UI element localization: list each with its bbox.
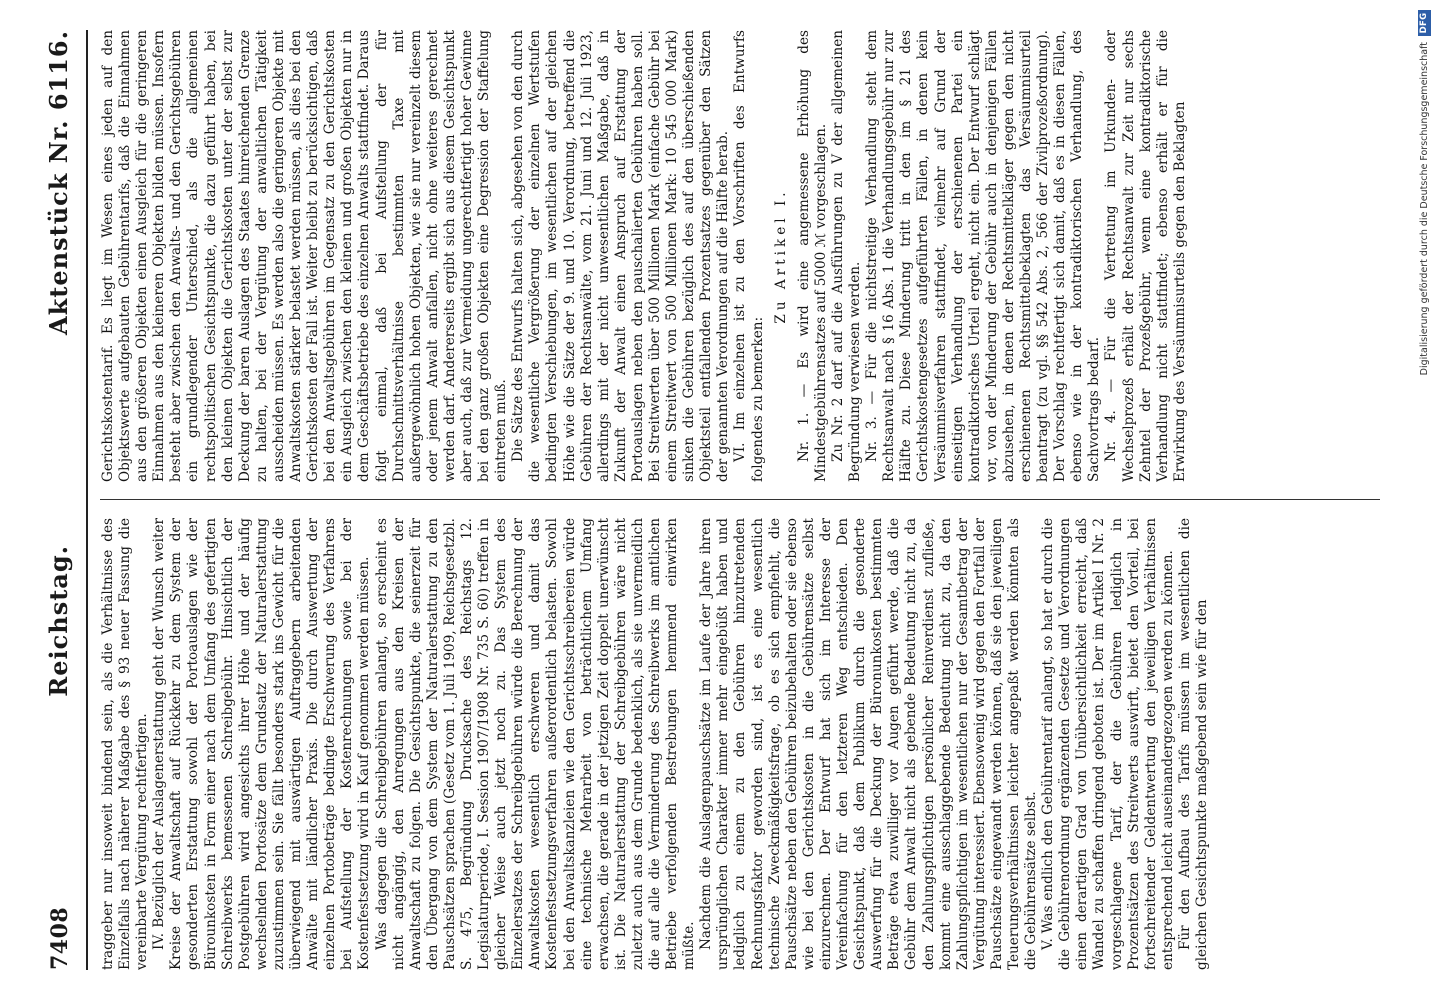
header-rule [86,30,88,970]
paragraph: Nr. 1. — Es wird eine angemessene Erhöhung des Mindestgebührensatzes auf 5000 ℳ vorgeschlagen. [795,30,829,482]
document-number: Aktenstück Nr. 6116. [44,30,73,335]
paragraph: traggeber nur insoweit bindend sein, als die Verhältnisse des Einzelfalls nach näherer Maßgabe des § 93 neuer Fassung die vereinbarte Vergütung rechtfertigen. [100,518,151,970]
credit-text: Digitalisierung gefördert durch die Deutsche Forschungsgemeinschaft [1418,42,1430,376]
paragraph: Nr. 4. — Für die Vertretung im Urkunden- oder Wechselprozeß erhält der Rechtsanwalt zur Zeit nur sechs Zehntel der Prozeßgebühr, wenn eine kontradiktorische Verhandlung nicht stattfindet; ebenso erhält er für die Erwirkung des Versäumnisurteils gegen den Beklagten [1103,30,1188,482]
paragraph: V. Was endlich den Gebührentarif anlangt, so hat er durch die die Gebührenordnung ergänzenden Gesetze und Verordnungen einen derartigen Grad von Unübersichtlichkeit erreicht, daß Wandel zu schaffen dringend geboten ist. Der im Artikel I Nr. 2 vorgeschlagene Tarif, der die Gebühren lediglich in Prozentsätzen des Streitwerts auswirft, bietet den Vorteil, bei fortschreitender Geldentwertung den jeweiligen Verhältnissen entsprechend leicht auseinandergezogen werden zu können. [1040,518,1176,970]
digitization-credit [1416,10,1432,970]
paragraph: Was dagegen die Schreibgebühren anlangt, so erscheint es nicht angängig, den Anregungen aus den Kreisen der Anwaltschaft zu folgen. Die Gesichtspunkte, die seinerzeit für den Übergang von dem System der Naturalerstattung zu den Pauschsätzen sprachen (Gesetz vom 1. Juli 1909, Reichsgesetzbl. S. 475, Begründung Drucksache des Reichstags 12. Legislaturperiode, I. Session 1907/1908 Nr. 735 S. 60) treffen in gleicher Weise auch jetzt noch zu. Das System des Einzelersatzes der Schreibgebühren würde die Berechnung der Anwaltskosten wesentlich erschweren und damit das Kostenfestsetzungsverfahren außerordentlich belasten. Sowohl bei den Anwaltskanzleien wie den Gerichtsschreibereien würde eine technische Mehrarbeit von beträchtlichem Umfang erwachsen, die gerade in der jetzigen Zeit doppelt unerwünscht ist. Die Naturalerstattung der Schreibgebühren wäre nicht zuletzt auch aus dem Grunde bedenklich, als sie unvermeidlich die auf alle die Verminderung des Schreibwerks im amtlichen Betriebe verfolgenden Bestrebungen hemmend einwirken müßte. [373,518,698,970]
paragraph: Zu Nr. 2 darf auf die Ausführungen zu V der allgemeinen Begründung verwiesen werden. [829,30,864,482]
page-number: 7408 [47,906,73,970]
column-divider [100,499,1380,500]
paragraph: VI. Im einzelnen ist zu den Vorschriften des Entwurfs folgendes zu bemerken: [732,30,766,482]
right-column [100,30,1380,482]
dfg-logo: DFG [1418,10,1431,36]
paragraph: Die Sätze des Entwurfs halten sich, abgesehen von den durch die wesentliche Vergrößerung der einzelnen Wertstufen bedingten Verschiebungen, im wesentlichen auf der gleichen Höhe wie die Sätze der 9. und 10. Verordnung, betreffend die Gebühren der Rechtsanwälte, vom 21. Juni und 12. Juli 1923, allerdings mit der nicht unwesentlichen Maßgabe, daß in Zukunft der Anwalt einen Anspruch auf Erstattung der Portoauslagen neben den pauschalierten Gebühren haben soll. Bei Streitwerten über 500 Millionen Mark (einfache Gebühr bei einem Streitwert von 500 Millionen Mark: 10 545 000 Mark) sinken die Gebühren bezüglich des auf den überschießenden Objektsteil entfallenden Prozentsatzes gegenüber den Sätzen der genannten Verordnungen auf die Hälfte herab. [510,30,732,482]
paragraph: Zu Artikel I. [772,188,789,324]
page-header [44,30,84,970]
left-column [100,518,1380,970]
paragraph: IV. Bezüglich der Auslagenerstattung geht der Wunsch weiter Kreise der Anwaltschaft auf Rückkehr zu dem System der gesonderten Erstattung sowohl der Portoauslagen wie der Bürounkosten in Form einer nach dem Umfang des gefertigten Schreibwerks bemessenen Schreibgebühr. Hinsichtlich der Postgebühren wird angesichts ihrer Höhe und der häufig wechselnden Portosätze dem Grundsatz der Naturalerstattung zuzustimmen sein. Sie fällt besonders stark ins Gewicht für die überwiegend mit auswärtigen Auftraggebern arbeitenden Anwälte mit ländlicher Praxis. Die durch Auswertung der einzelnen Portobeträge bedingte Erschwerung des Verfahrens bei Aufstellung der Kostenrechnungen sowie bei der Kostenfestsetzung wird in Kauf genommen werden müssen. [151,518,373,970]
paragraph: Nachdem die Auslagenpauschsätze im Laufe der Jahre ihren ursprünglichen Charakter immer mehr eingebüßt haben und lediglich zu einem zu den Gebühren hinzutretenden Rechnungsfaktor geworden sind, ist es eine wesentlich technische Zweckmäßigkeitsfrage, ob es sich empfiehlt, die Pauschsätze neben den Gebühren beizubehalten oder sie ebenso wie bei den Gerichtskosten in die Gebührensätze selbst einzurechnen. Der Entwurf hat sich im Interesse der Vereinfachung für den letzteren Weg entschieden. Den Gesichtspunkt, daß dem Publikum durch die gesonderte Auswerfung für die Deckung der Büronunkosten bestimmten Beträge etwa zuwilliger vor Augen geführt werde, daß die Gebühr dem Anwalt nicht als gebende Bedeutung nicht zu, da den Zahlungspflichtigen persönlicher Reinverdienst zufließe, kommt eine ausschlaggebende Bedeutung nicht zu, da den Zahlungspflichtigen im wesentlichen nur der Gesamtbetrag der Vergütung interessiert. Ebensowenig wird gegen den Fortfall der Pauschsätze eingewandt werden können, daß sie den jeweiligen Teuerungsverhältnissen leichter angepaßt werden könnten als die Gebührensätze selbst. [698,518,1040,970]
running-title: Reichstag. [44,545,73,697]
paragraph: Gerichtskostentarif. Es liegt im Wesen eines jeden auf den Objektswerte aufgebauten Gebührentarifs, daß die Einnahmen aus den größeren Objekten einen Ausgleich für die geringeren Einnahmen aus den kleineren Objekten bilden müssen. Insofern besteht aber zwischen den Anwalts- und den Gerichtsgebühren ein grundlegender Unterschied, als die allgemeinen rechtspolitischen Gesichtspunkte, die dazu geführt haben, bei den kleinen Objekten die Gerichtskosten unter der selbst zur Deckung der baren Auslagen des Staates hinreichenden Grenze zu halten, bei der Vergütung der anwaltlichen Tätigkeit ausscheiden müssen. Es werden also die geringeren Objekte mit Anwaltskosten stärker belastet werden müssen, als dies bei den Gerichtskosten der Fall ist. Weiter bleibt zu berücksichtigen, daß bei den Anwaltsgebühren im Gegensatz zu den Gerichtskosten ein Ausgleich zwischen den kleinen und großen Objekten nur in dem Geschäftsbetriebe des einzelnen Anwalts stattfindet. Daraus folgt einmal, daß bei Aufstellung der für Durchschnittsverhältnisse bestimmten Taxe mit außergewöhnlich hohen Objekten, wie sie nur vereinzelt diesem oder jenem Anwalt anfallen, nicht ohne weiteres gerechnet werden darf. Andererseits ergibt sich aus diesem Gesichtspunkt aber auch, daß zur Vermeidung ungerechtfertigt hoher Gewinne bei den ganz großen Objekten eine Degression der Staffelung eintreten muß. [100,30,510,482]
paragraph: Nr. 3. — Für die nichtstreitige Verhandlung steht dem Rechtsanwalt nach § 16 Abs. 1 die Verhandlungsgebühr nur zur Hälfte zu. Diese Minderung tritt in den im § 21 des Gerichtskostengesetzes aufgeführten Fällen, in denen kein Versäumnisverfahren stattfindet, vielmehr auf Grund der einseitigen Verhandlung der erschienenen Partei ein kontradiktorisches Urteil ergeht, nicht ein. Der Entwurf schlägt vor, von der Minderung der Gebühr auch in denjenigen Fällen abzusehen, in denen der Rechtsmittelkläger gegen den nicht erschienenen Rechtsmittelbeklagten das Versäumnisurteil beantragt (zu vgl. §§ 542 Abs. 2, 566 der Zivilprozeßordnung). Der Vorschlag rechtfertigt sich damit, daß es in diesen Fällen, ebenso wie in der kontradiktorischen Verhandlung, des Sachvortrags bedarf. [864,30,1103,482]
paragraph: Für den Aufbau des Tarifs müssen im wesentlichen die gleichen Gesichtspunkte maßgebend sein wie für den [1176,518,1210,970]
